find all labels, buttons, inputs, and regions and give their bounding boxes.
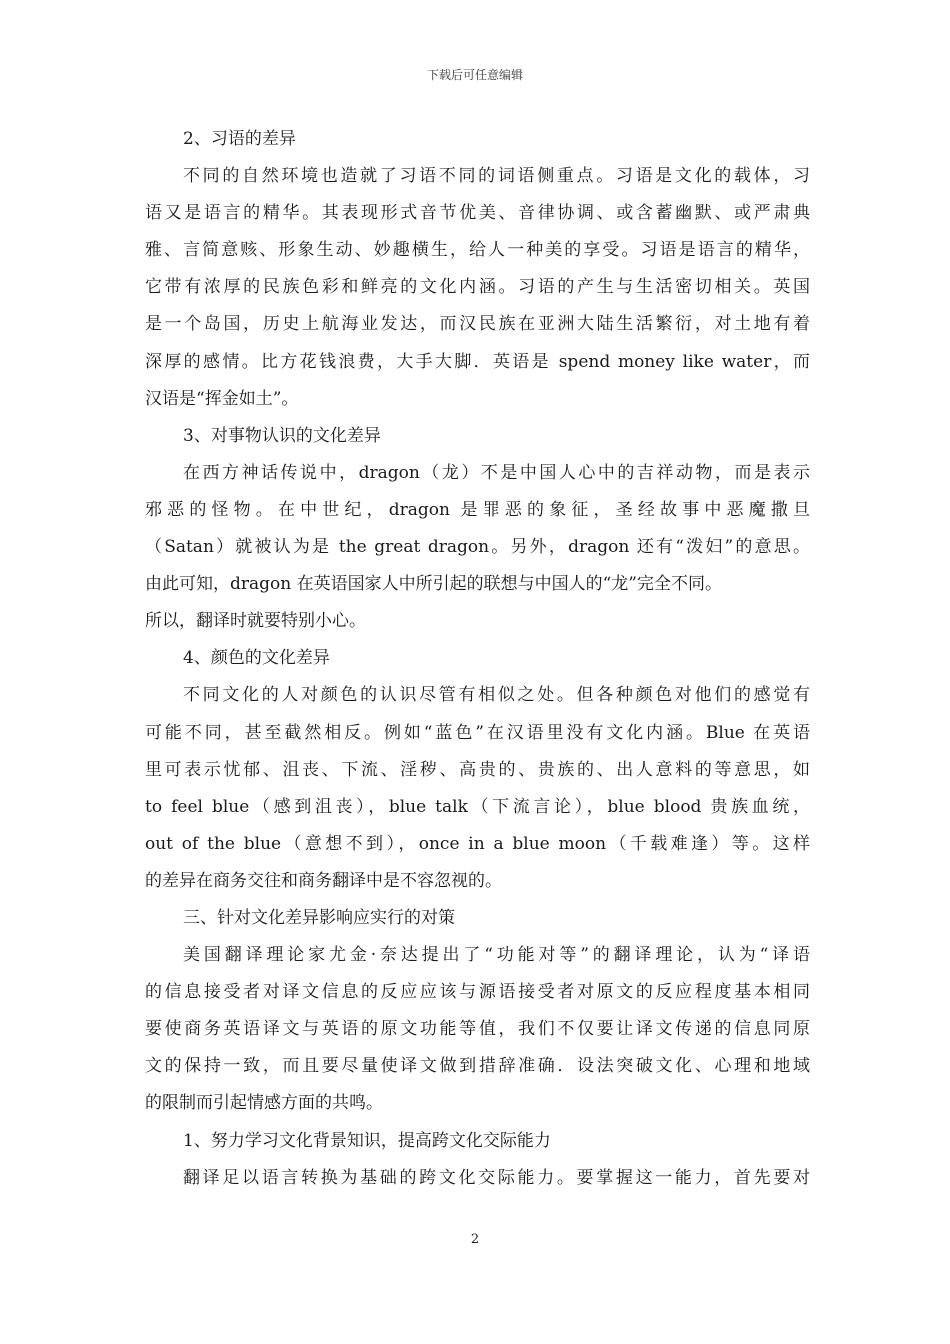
text-line: 所以，翻译时就要特别小心。 — [145, 611, 366, 632]
page-header: 下载后可任意编辑 — [426, 68, 523, 82]
text-line: 汉语是“挥金如土”。 — [145, 388, 299, 409]
text-line: 邪恶的怪物。在中世纪，dragon 是罪恶的象征，圣经故事中恶魔撒旦 — [145, 499, 810, 520]
text-line: 语又是语言的精华。其表现形式音节优美、音律协调、或含蓄幽默、或严肃典 — [145, 203, 810, 224]
text-line: 不同文化的人对颜色的认识尽管有相似之处。但各种颜色对他们的感觉有 — [183, 685, 810, 706]
text-line: 4、颜色的文化差异 — [183, 648, 330, 669]
text-line: （Satan）就被认为是 the great dragon。另外，dragon 还有“泼妇”的意思。 — [145, 537, 810, 558]
text-line: 在西方神话传说中，dragon（龙）不是中国人心中的吉祥动物，而是表示 — [183, 462, 810, 483]
text-line: 三、针对文化差异影响应实行的对策 — [183, 907, 455, 928]
text-line: 的信息接受者对译文信息的反应应该与源语接受者对原文的反应程度基本相同 — [145, 982, 810, 1003]
document-body — [145, 121, 810, 1197]
text-line: 由此可知，dragon 在英语国家人中所引起的联想与中国人的“龙”完全不同。 — [145, 574, 722, 595]
text-line: out of the blue（意想不到），once in a blue moon（千载难逢）等。这样 — [145, 833, 810, 854]
page-number: 2 — [470, 1232, 480, 1247]
text-line: 美国翻译理论家尤金·奈达提出了“功能对等”的翻译理论，认为“译语 — [183, 945, 810, 966]
text-line: 的差异在商务交往和商务翻译中是不容忽视的。 — [145, 870, 502, 891]
text-line: 深厚的感情。比方花钱浪费，大手大脚．英语是 spend money like water，而 — [145, 351, 810, 372]
text-line: 要使商务英语译文与英语的原文功能等值，我们不仅要让译文传递的信息同原 — [145, 1019, 810, 1040]
text-line: 不同的自然环境也造就了习语不同的词语侧重点。习语是文化的载体，习 — [183, 166, 810, 187]
text-line: 1、努力学习文化背景知识，提高跨文化交际能力 — [183, 1130, 551, 1151]
text-line: 文的保持一致，而且要尽量使译文做到措辞准确．设法突破文化、心理和地域 — [145, 1056, 810, 1077]
text-line: 它带有浓厚的民族色彩和鲜亮的文化内涵。习语的产生与生活密切相关。英国 — [145, 277, 810, 298]
text-line: 翻译足以语言转换为基础的跨文化交际能力。要掌握这一能力，首先要对 — [183, 1167, 810, 1188]
text-line: 3、对事物认识的文化差异 — [183, 425, 381, 446]
text-line: 是一个岛国，历史上航海业发达，而汉民族在亚洲大陆生活繁衍，对土地有着 — [145, 314, 810, 335]
text-line: to feel blue（感到沮丧），blue talk（下流言论），blue blood 贵族血统， — [145, 796, 810, 817]
text-line: 里可表示忧郁、沮丧、下流、淫秽、高贵的、贵族的、出人意料的等意思，如 — [145, 759, 810, 780]
text-line: 可能不同，甚至截然相反。例如“蓝色”在汉语里没有文化内涵。Blue 在英语 — [145, 722, 810, 743]
text-line: 2、习语的差异 — [183, 129, 296, 149]
text-line: 的限制而引起情感方面的共鸣。 — [145, 1093, 383, 1114]
text-line: 雅、言简意赅、形象生动、妙趣横生，给人一种美的享受。习语是语言的精华， — [145, 240, 810, 261]
